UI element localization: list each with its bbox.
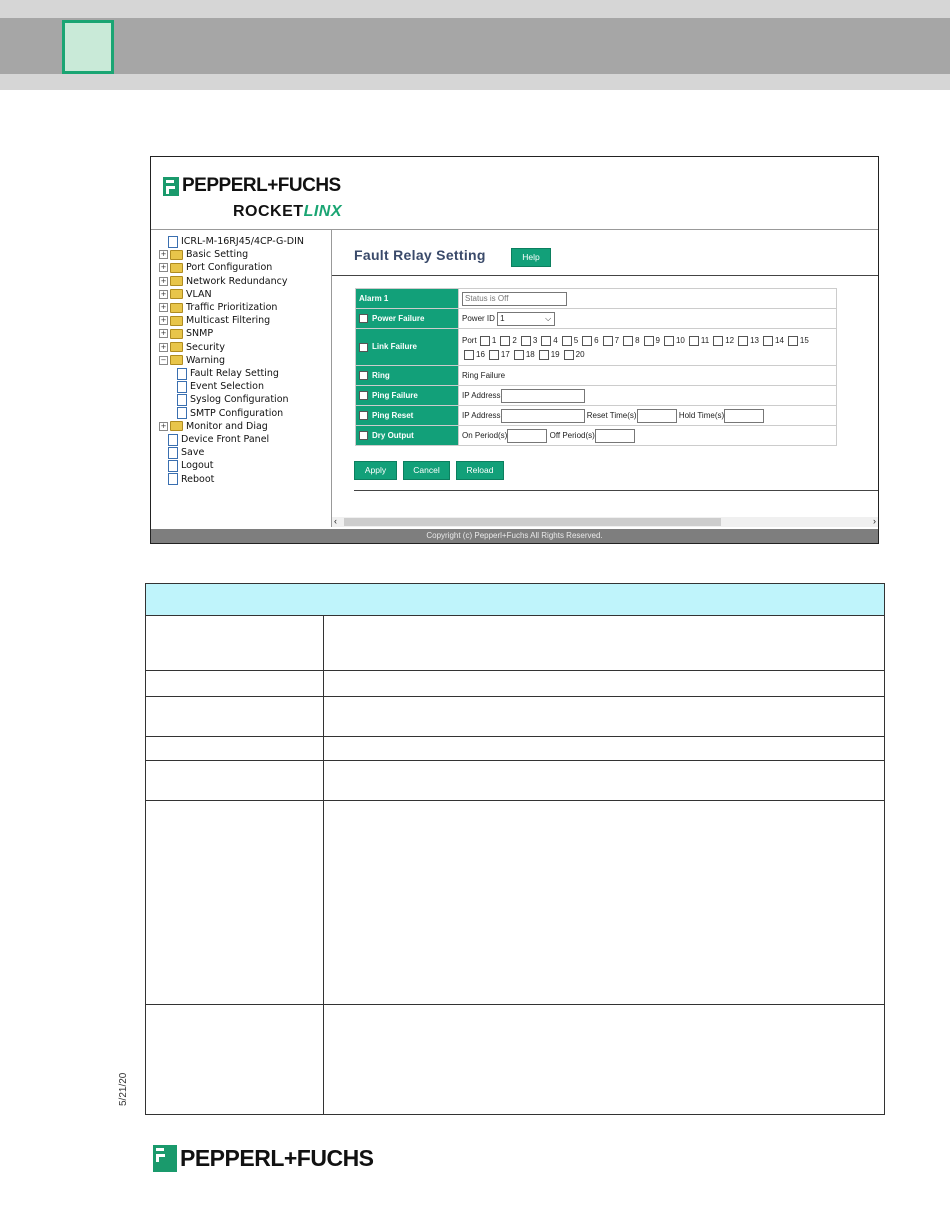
port-number: 10 xyxy=(675,336,685,345)
port-number: 17 xyxy=(500,350,510,359)
port-number: 3 xyxy=(532,336,538,345)
port-checkbox[interactable] xyxy=(480,336,490,346)
reset-time-label: Reset Time(s) xyxy=(586,410,637,420)
sidebar-item[interactable] xyxy=(159,473,214,486)
expand-icon[interactable]: + xyxy=(160,263,167,272)
page-title: Fault Relay Setting xyxy=(354,247,486,263)
page-icon xyxy=(177,368,187,380)
sidebar-item[interactable] xyxy=(159,301,277,314)
power-id-label: Power ID xyxy=(462,313,495,323)
folder-icon xyxy=(170,342,183,352)
port-checkbox[interactable] xyxy=(514,350,524,360)
sidebar-item-label: Warning xyxy=(186,354,226,366)
sidebar-item[interactable] xyxy=(159,275,288,288)
row-divider xyxy=(146,760,884,761)
port-number: 6 xyxy=(594,336,599,345)
sidebar-item[interactable] xyxy=(159,288,212,301)
sidebar-item[interactable] xyxy=(159,261,272,274)
sidebar-item-label: Save xyxy=(181,447,205,459)
page-icon xyxy=(168,236,178,248)
brand-header xyxy=(151,157,878,230)
off-period-label: Off Period(s) xyxy=(549,430,595,440)
link-failure-checkbox[interactable] xyxy=(359,343,368,352)
port-number: 12 xyxy=(725,336,735,345)
horizontal-scrollbar[interactable] xyxy=(332,517,878,527)
port-checkbox[interactable] xyxy=(564,350,574,360)
sidebar-item-label: Basic Setting xyxy=(186,249,249,261)
sidebar-item[interactable] xyxy=(159,314,270,327)
ip-address-label: IP Address xyxy=(462,390,501,400)
folder-icon xyxy=(170,355,183,365)
port-number: 16 xyxy=(476,350,485,359)
header-band xyxy=(0,18,950,74)
row-divider xyxy=(146,1004,884,1005)
ping-reset-checkbox[interactable] xyxy=(359,411,368,420)
nav-tree xyxy=(151,230,332,527)
expand-icon[interactable]: + xyxy=(160,303,167,311)
port-checkbox[interactable] xyxy=(582,336,592,346)
folder-icon xyxy=(170,316,183,326)
sidebar-item-label: Security xyxy=(186,341,226,353)
sidebar-item-label: SNMP xyxy=(186,328,214,340)
header-bottom-band xyxy=(0,74,950,90)
sidebar-item-label: Traffic Prioritization xyxy=(186,302,278,313)
device-web-ui-screenshot xyxy=(150,156,879,544)
sidebar-item[interactable] xyxy=(177,367,279,380)
sidebar-item-label: ICRL-M-16RJ45/4CP-G-DIN xyxy=(181,236,304,247)
port-checkbox[interactable] xyxy=(521,336,531,346)
port-checkbox[interactable] xyxy=(500,336,510,346)
chevron-down-icon: ⌵ xyxy=(545,313,552,323)
port-checkbox[interactable] xyxy=(738,336,748,346)
footer-pepperl-fuchs-logo: PEPPERL+FUCHS xyxy=(153,1145,374,1172)
sidebar-item[interactable] xyxy=(177,407,283,420)
page-icon xyxy=(168,460,178,472)
folder-icon xyxy=(170,421,183,431)
off-period-input[interactable] xyxy=(595,429,635,443)
scrollbar-thumb[interactable] xyxy=(344,518,721,526)
sidebar-item[interactable] xyxy=(159,446,204,459)
ping-failure-ip-input[interactable] xyxy=(501,389,585,403)
collapse-icon[interactable]: − xyxy=(160,355,167,364)
header-top-band xyxy=(0,0,950,18)
ring-failure-text: Ring Failure xyxy=(462,371,506,380)
port-checkbox[interactable] xyxy=(664,336,674,346)
page-icon xyxy=(168,473,178,485)
row-divider xyxy=(146,696,884,697)
expand-icon[interactable]: + xyxy=(160,276,167,285)
port-number: 5 xyxy=(573,336,579,345)
sidebar-item-label: Multicast Filtering xyxy=(186,315,271,327)
port-number: 14 xyxy=(775,336,784,345)
port-number: 2 xyxy=(512,336,517,345)
sidebar-item[interactable] xyxy=(159,354,225,367)
fault-relay-table xyxy=(355,288,837,446)
sidebar-item[interactable] xyxy=(159,420,268,433)
port-number: 15 xyxy=(799,336,809,345)
table-header xyxy=(146,584,884,616)
power-id-select[interactable]: 1 ⌵ xyxy=(497,312,555,326)
port-number: 4 xyxy=(553,336,558,345)
sidebar-item[interactable] xyxy=(159,327,213,340)
sidebar-item-label: Device Front Panel xyxy=(181,434,270,445)
apply-button[interactable]: Apply xyxy=(354,461,397,480)
port-label: Port xyxy=(462,336,477,345)
sidebar-item-label: Port Configuration xyxy=(186,262,273,274)
port-number: 7 xyxy=(614,336,620,345)
column-divider xyxy=(323,616,324,1115)
row-divider xyxy=(146,800,884,801)
alarm-status-field: Status is Off xyxy=(462,292,567,306)
hold-time-label: Hold Time(s) xyxy=(678,410,725,420)
sidebar-item[interactable] xyxy=(159,341,225,354)
folder-icon xyxy=(170,303,183,313)
reload-button[interactable]: Reload xyxy=(456,461,504,480)
page-icon xyxy=(168,434,178,446)
row-divider xyxy=(146,670,884,671)
sidebar-item[interactable] xyxy=(177,380,264,393)
port-number: 1 xyxy=(491,336,497,345)
folder-icon xyxy=(170,289,183,299)
port-number: 8 xyxy=(635,336,640,345)
port-checkbox[interactable] xyxy=(464,350,474,360)
expand-icon[interactable]: + xyxy=(160,250,167,259)
reset-time-input[interactable] xyxy=(637,409,677,423)
ping-reset-label: Ping Reset xyxy=(372,410,414,420)
page-icon xyxy=(177,407,187,419)
sidebar-item[interactable] xyxy=(159,235,304,248)
sidebar-item[interactable] xyxy=(159,433,269,446)
page-icon xyxy=(177,394,187,406)
expand-icon[interactable]: + xyxy=(160,316,167,325)
power-failure-label: Power Failure xyxy=(372,313,425,323)
row-divider xyxy=(146,736,884,737)
expand-icon[interactable]: + xyxy=(160,421,167,430)
port-checkbox[interactable] xyxy=(713,336,723,346)
sidebar-item-label: Logout xyxy=(181,460,214,472)
port-number: 9 xyxy=(655,336,660,345)
port-checkbox[interactable] xyxy=(788,336,798,346)
power-failure-checkbox[interactable] xyxy=(359,314,368,323)
sidebar-item[interactable] xyxy=(159,248,248,261)
sidebar-item-label: SMTP Configuration xyxy=(190,407,284,419)
port-checkbox[interactable] xyxy=(644,336,654,346)
cancel-button[interactable]: Cancel xyxy=(403,461,450,480)
folder-icon xyxy=(170,263,183,273)
port-number: 18 xyxy=(525,350,535,359)
sidebar-item[interactable] xyxy=(177,393,289,406)
page-icon xyxy=(168,447,178,459)
sidebar-item-label: Event Selection xyxy=(190,381,265,393)
expand-icon[interactable]: + xyxy=(160,329,167,338)
scroll-left-icon[interactable]: ‹ xyxy=(334,516,337,526)
port-number: 11 xyxy=(700,336,710,345)
sidebar-item-label: Network Redundancy xyxy=(186,275,288,287)
folder-icon xyxy=(170,250,183,260)
ring-checkbox[interactable] xyxy=(359,371,368,380)
folder-icon xyxy=(170,329,183,339)
ip-address-label: IP Address xyxy=(462,410,501,420)
port-checkbox[interactable] xyxy=(562,336,572,346)
port-number: 19 xyxy=(550,350,560,359)
divider xyxy=(332,275,878,276)
scroll-right-icon[interactable]: › xyxy=(873,516,876,526)
sidebar-item-label: Reboot xyxy=(181,473,215,485)
port-number: 20 xyxy=(575,350,585,359)
description-table xyxy=(145,583,885,1115)
port-checkbox[interactable] xyxy=(489,350,499,360)
chapter-marker xyxy=(62,20,114,74)
footer-copyright: Copyright (c) Pepperl+Fuchs All Rights Reserved. xyxy=(151,529,878,543)
help-button[interactable]: Help xyxy=(511,248,551,267)
port-checkbox[interactable] xyxy=(539,350,549,360)
port-checkbox[interactable] xyxy=(603,336,613,346)
port-number: 13 xyxy=(750,336,760,345)
page-date: 5/21/20 xyxy=(118,1072,129,1106)
port-checkbox[interactable] xyxy=(623,336,633,346)
main-panel xyxy=(332,230,878,527)
divider xyxy=(354,490,878,491)
alarm-label: Alarm 1 xyxy=(356,289,459,309)
hold-time-input[interactable] xyxy=(724,409,764,423)
ping-failure-label: Ping Failure xyxy=(372,390,418,400)
expand-icon[interactable]: + xyxy=(160,289,167,298)
link-failure-label: Link Failure xyxy=(372,342,417,352)
folder-icon xyxy=(170,276,183,286)
ping-failure-checkbox[interactable] xyxy=(359,391,368,400)
pf-logo-icon xyxy=(163,177,179,196)
sidebar-item-label: Fault Relay Setting xyxy=(190,368,279,379)
rocketlinx-logo: ROCKETLINX xyxy=(233,203,343,220)
sidebar-item-label: VLAN xyxy=(186,288,212,300)
pepperl-fuchs-logo: PEPPERL+FUCHS xyxy=(163,175,341,197)
dry-output-label: Dry Output xyxy=(372,430,414,440)
expand-icon[interactable]: + xyxy=(160,342,167,351)
sidebar-item-label: Monitor and Diag xyxy=(186,420,268,432)
pf-logo-icon xyxy=(153,1145,177,1172)
sidebar-item[interactable] xyxy=(159,459,214,472)
ping-reset-ip-input[interactable] xyxy=(501,409,585,423)
port-checkbox[interactable] xyxy=(689,336,699,346)
on-period-label: On Period(s) xyxy=(462,430,508,440)
port-checkbox[interactable] xyxy=(763,336,773,346)
sidebar-item-label: Syslog Configuration xyxy=(190,394,289,406)
on-period-input[interactable] xyxy=(507,429,547,443)
port-checkbox[interactable] xyxy=(541,336,551,346)
page-icon xyxy=(177,381,187,393)
dry-output-checkbox[interactable] xyxy=(359,431,368,440)
ring-label: Ring xyxy=(372,370,390,380)
